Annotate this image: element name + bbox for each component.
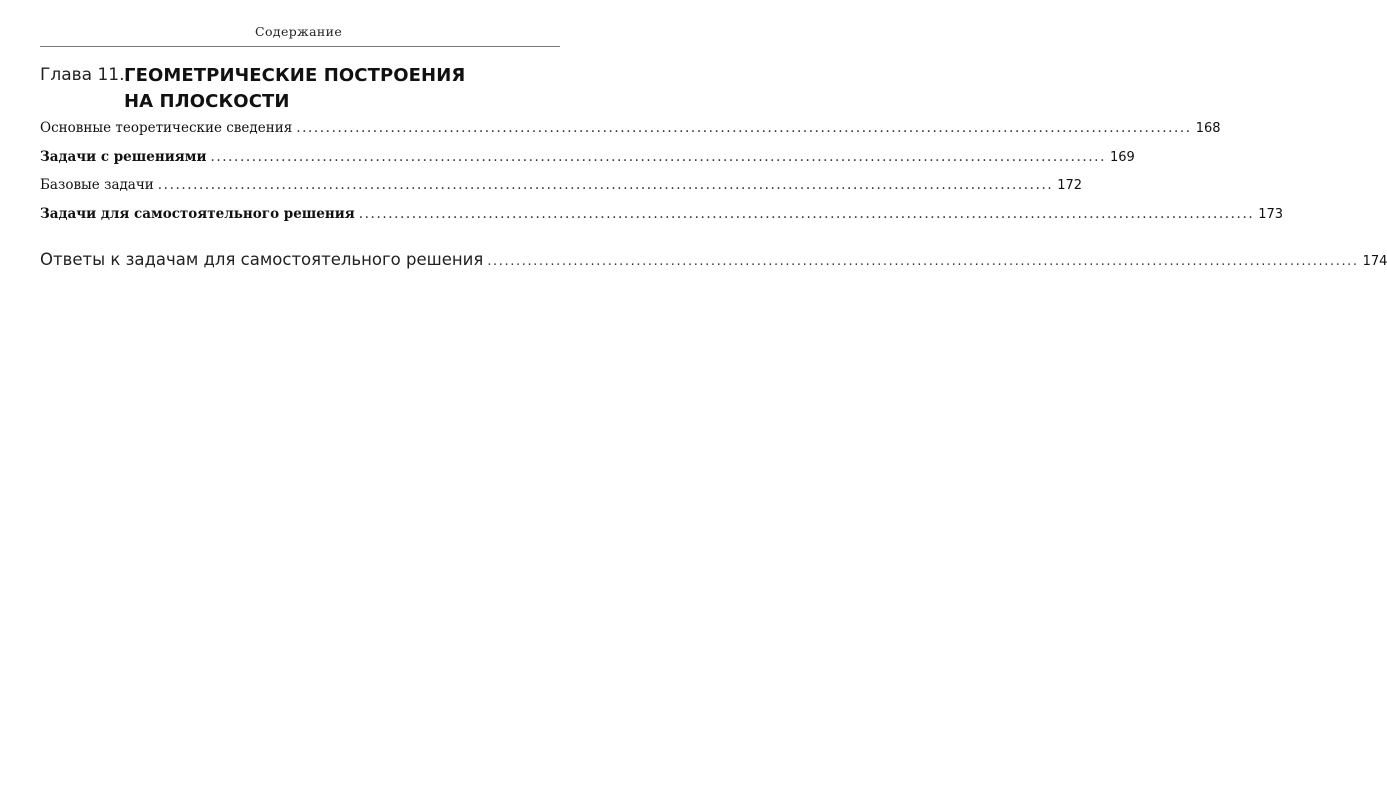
toc-entry-title: Базовые задачи: [40, 177, 154, 193]
toc-entry-title: Основные теоретические сведения: [40, 120, 293, 136]
toc-entry-page: 169: [1109, 149, 1135, 165]
toc-entry[interactable]: [40, 204, 1284, 233]
toc-entry-title: Задачи с решениями: [40, 148, 207, 165]
chapter-title-line-2: НА ПЛОСКОСТИ: [124, 91, 290, 112]
toc-leader: ........................................................................................................................................................: [157, 177, 1054, 193]
answers-entry[interactable]: [40, 250, 1387, 269]
toc-entry-page: 173: [1258, 206, 1284, 222]
running-head: Содержание: [255, 24, 343, 39]
toc-entry-page: 172: [1057, 178, 1083, 193]
chapter-title-line-1: ГЕОМЕТРИЧЕСКИЕ ПОСТРОЕНИЯ: [124, 65, 466, 86]
answers-entry-page: 174: [1362, 254, 1387, 269]
toc-entry-page: 168: [1195, 121, 1221, 136]
toc-entry-title: Задачи для самостоятельного решения: [40, 205, 355, 222]
toc-leader: ........................................................................................................................................................: [210, 148, 1106, 165]
toc-leader: ........................................................................................................................................................: [358, 205, 1255, 222]
toc-leader: ........................................................................................................................................................: [296, 120, 1192, 136]
chapter-title: [124, 63, 524, 115]
toc-list: [40, 118, 1284, 232]
toc-entry[interactable]: [40, 175, 1083, 204]
answers-entry-title: Ответы к задачам для самостоятельного решения: [40, 250, 484, 269]
toc-entry[interactable]: [40, 118, 1221, 147]
chapter-label: Глава 11.: [40, 65, 125, 85]
toc-entry[interactable]: [40, 147, 1135, 176]
header-rule: [40, 46, 560, 47]
answers-leader: ........................................................................................................................................................: [487, 254, 1359, 269]
